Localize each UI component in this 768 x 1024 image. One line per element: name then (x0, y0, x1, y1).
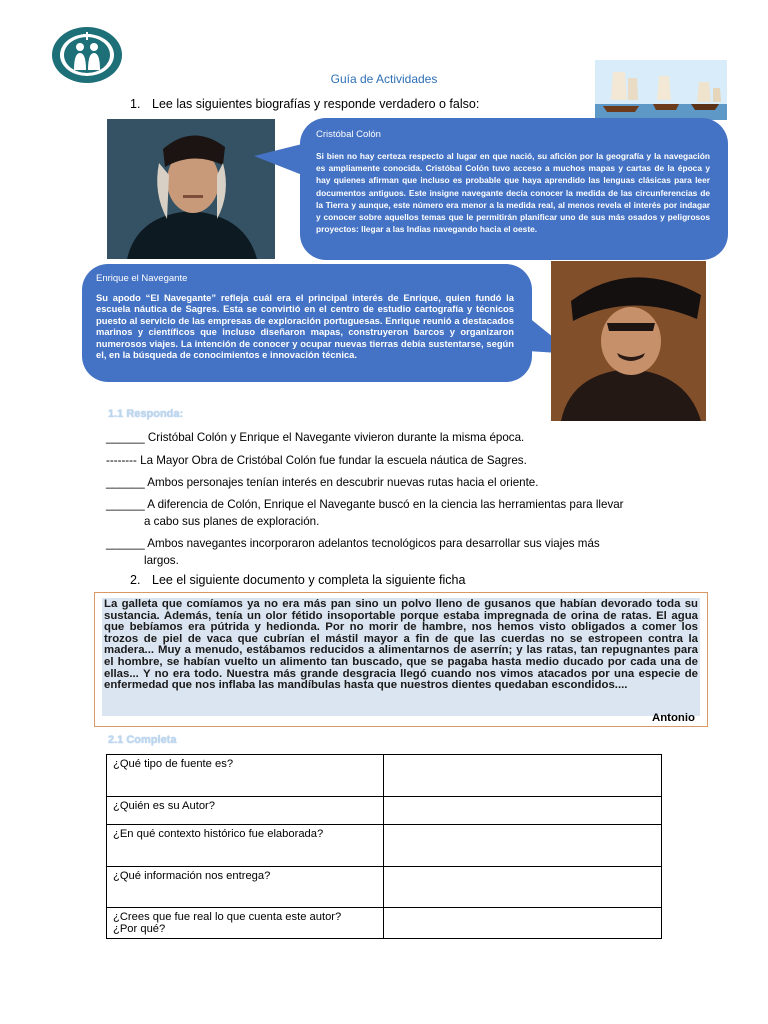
table-row (107, 755, 662, 797)
sailing-ships-icon (595, 60, 727, 120)
question-cell: ¿Qué información nos entrega? (107, 867, 384, 908)
answer-blank[interactable]: ______ (106, 431, 145, 444)
answer-cell[interactable] (384, 755, 662, 797)
table-row (107, 867, 662, 908)
section-1-1-heading: 1.1 Responda: (108, 408, 184, 420)
section-2-1-heading: 2.1 Completa (108, 734, 177, 746)
enrique-title: Enrique el Navegante (96, 273, 188, 284)
colon-biography-text: Si bien no hay certeza respecto al lugar en que nació, su afición por la geografía y la navegación es ampliamente conocida. Cristóbal Colón tuvo acceso a muchos mapas y cartas de la época y hay quienes afirman que incluso es probable que haya aprendido las lenguas clásicas para leer documentos antiguos. Este insigne navegante decía conocer la medida de las circunferencias de la Tierra y aunque, este número era menor a la medida real, al menos revela el interés por indagar y conocer sobre aquellos temas que le permitirán planificar uno de sus más osados y peligrosos proyectos: llegar a las Indias navegando hacia el oeste. (316, 151, 710, 235)
answer-cell[interactable] (384, 908, 662, 939)
answer-blank[interactable]: ______ (106, 476, 145, 489)
enrique-biography-text: Su apodo “El Navegante” refleja cuál era el principal interés de Enrique, quien fundó la escuela náutica de Sagres. Esta se convirtió en el centro de estudio cartografía y técnicos puesto al servicio de las empresas de exploración portuguesas. Enrique reunió a destacados marinos y científicos que incluso diseñaron mapas, construyeron barcos y organizaron numerosos viajes. La intención de conocer y ocupar nuevas tierras debía sustentarse, según el, en la búsqueda de conocimientos e innovación técnica. (96, 292, 514, 361)
statement-continuation: a cabo sus planes de exploración. (144, 515, 320, 528)
question-cell: ¿Crees que fue real lo que cuenta este autor? ¿Por qué? (107, 908, 384, 939)
table-row (107, 908, 662, 939)
henry-navigator-portrait-icon (551, 261, 706, 421)
statement-text: Cristóbal Colón y Enrique el Navegante vivieron durante la misma época. (147, 431, 525, 444)
tf-item (106, 474, 538, 491)
source-analysis-table (106, 754, 662, 939)
statement-continuation: largos. (144, 554, 179, 567)
question-cell: ¿Quién es su Autor? (107, 797, 384, 825)
tf-item (106, 452, 527, 469)
answer-blank[interactable]: -------- (106, 454, 137, 467)
answer-blank[interactable]: ______ (106, 537, 145, 550)
instruction-1 (130, 97, 479, 111)
answer-cell[interactable] (384, 825, 662, 867)
instruction-number: 1. (130, 97, 141, 111)
source-document-box (94, 592, 708, 727)
source-document-author: Antonio (651, 712, 695, 724)
instruction-text: Lee el siguiente documento y completa la siguiente ficha (152, 573, 466, 587)
page-title: Guía de Actividades (330, 72, 438, 86)
source-document-text: La galleta que comíamos ya no era más pan sino un polvo lleno de gusanos que habían devorado toda su sustancia. Además, tenía un olor fétido insoportable porque estaba impregnada de orina de ratas. El agua que bebíamos era pútrida y hedionda. Por no morir de hambre, nos hemos visto obligados a comer los trozos de piel de vaca que cubrían el mástil mayor a fin de que las cuerdas no se estropeen contra la madera... Muy a menudo, estábamos reducidos a alimentarnos de aserrín; y las ratas, tan repugnantes para el hombre, se habían vuelto un alimento tan buscado, que se pagaba hasta medio ducado por cada una de ellas... Y no era todo. Nuestra más grande desgracia llegó cuando nos vimos atacados por una especie de enfermedad que nos inflaba las mandíbulas hasta que nuestros dientes quedaban escondidos.... (104, 598, 698, 692)
answer-cell[interactable] (384, 797, 662, 825)
tf-item (106, 429, 524, 446)
instruction-2 (130, 573, 465, 587)
question-cell: ¿Qué tipo de fuente es? (107, 755, 384, 797)
colon-title: Cristóbal Colón (316, 129, 381, 140)
statement-text: Ambos personajes tenían interés en descubrir nuevas rutas hacia el oriente. (147, 476, 539, 489)
statement-text: La Mayor Obra de Cristóbal Colón fue fundar la escuela náutica de Sagres. (140, 454, 527, 467)
instruction-text: Lee las siguientes biografías y responde verdadero o falso: (152, 97, 480, 111)
colon-speech-bubble (240, 118, 728, 260)
statement-text: Ambos navegantes incorporaron adelantos tecnológicos para desarrollar sus viajes más (147, 537, 600, 550)
table-row (107, 825, 662, 867)
table-row (107, 797, 662, 825)
enrique-speech-bubble (82, 264, 578, 382)
instruction-number: 2. (130, 573, 141, 587)
question-cell: ¿En qué contexto histórico fue elaborada? (107, 825, 384, 867)
tf-item (106, 496, 624, 530)
statement-text: A diferencia de Colón, Enrique el Navegante buscó en la ciencia las herramientas para llevar (147, 498, 624, 511)
tf-item (106, 535, 600, 569)
answer-blank[interactable]: ______ (106, 498, 145, 511)
answer-cell[interactable] (384, 867, 662, 908)
